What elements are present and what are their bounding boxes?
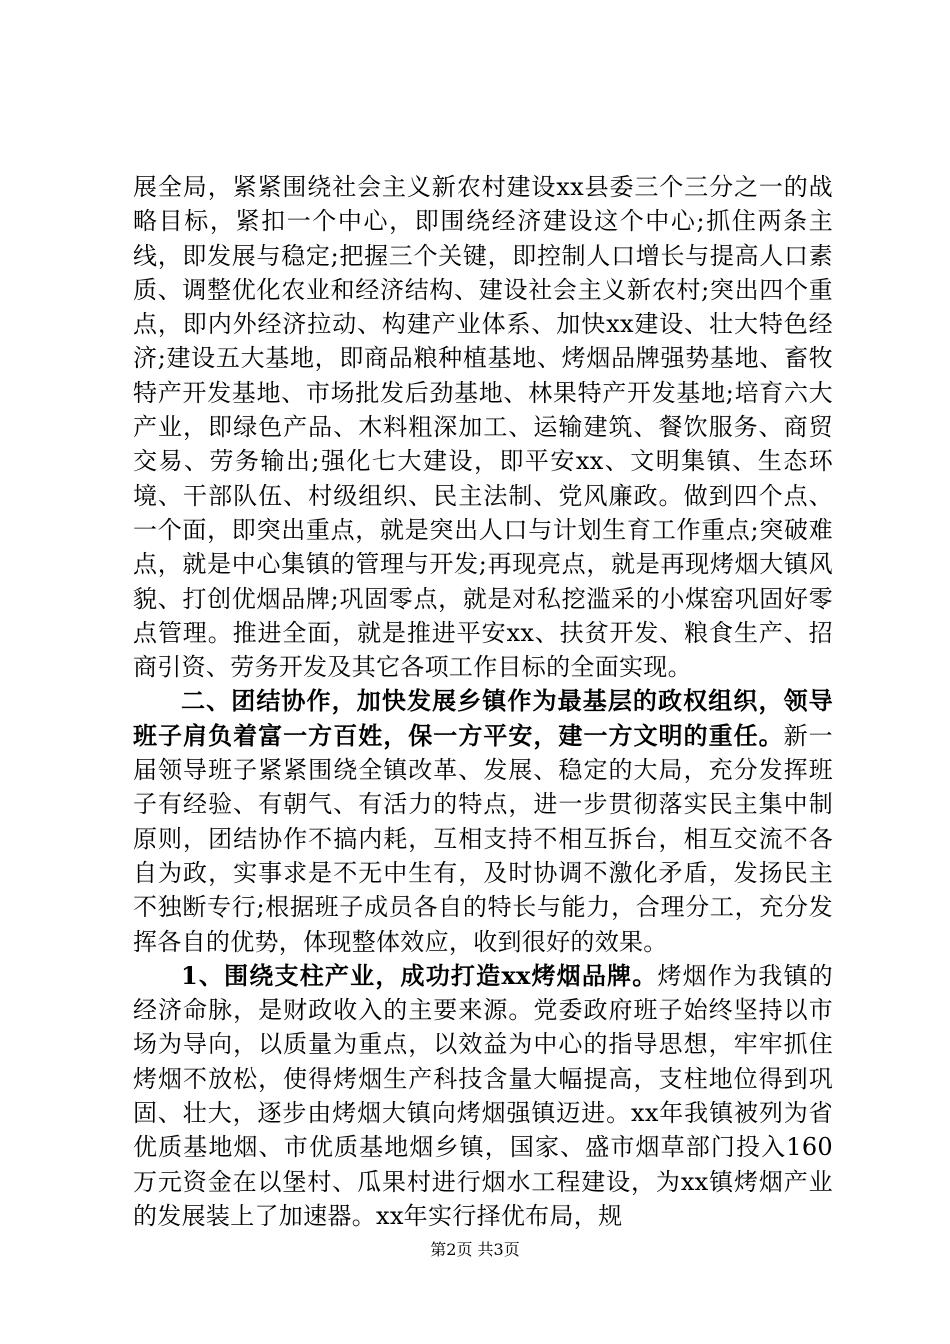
paragraph-text: 新一届领导班子紧紧围绕全镇改革、发展、稳定的大局，充分发挥班子有经验、有朝气、有活力的特点，进一步贯彻落实民主集中制原则，团结协作不搞内耗，互相支持不相互拆台，相互交流不各自为政，实事求是不无中生有，及时协调不激化矛盾，发扬民主不独断专行;根据班子成员各自的特长与能力，合理分工，充分发挥各自的优势，体现整体效应，收到很好的效果。: [133, 721, 833, 956]
subsection-heading: 1、围绕支柱产业，成功打造xx烤烟品牌。: [181, 960, 658, 990]
paragraph-text: 展全局，紧紧围绕社会主义新农村建设xx县委三个三分之一的战略目标，紧扣一个中心，即围绕经济建设这个中心;抓住两条主线，即发展与稳定;把握三个关键，即控制人口增长与提高人口素质、调整优化农业和经济结构、建设社会主义新农村;突出四个重点，即内外经济拉动、构建产业体系、加快xx建设、壮大特色经济;建设五大基地，即商品粮种植基地、烤烟品牌强势基地、畜牧特产开发基地、市场批发后劲基地、林果特产开发基地;培育六大产业，即绿色产品、木料粗深加工、运输建筑、餐饮服务、商贸交易、劳务输出;强化七大建设，即平安xx、文明集镇、生态环境、干部队伍、村级组织、民主法制、党风廉政。做到四个点、一个面，即突出重点，就是突出人口与计划生育工作重点;突破难点，就是中心集镇的管理与开发;再现亮点，就是再现烤烟大镇风貌、打创优烟品牌;巩固零点，就是对私挖滥采的小煤窑巩固好零点管理。推进全面，就是推进平安xx、扶贫开发、粮食生产、招商引资、劳务开发及其它各项工作目标的全面实现。: [133, 173, 833, 682]
paragraph-continuation: [133, 170, 833, 684]
paragraph-section-two: [133, 684, 833, 958]
page-footer: [0, 1240, 950, 1260]
paragraph-subsection-one: [133, 959, 833, 1233]
section-heading: 二、团结协作，加快发展乡镇作为最基层的政权组织，领导班子肩负着富一方百姓，保一方平安，建一方文明的重任。: [133, 686, 833, 750]
document-body: [133, 170, 833, 1233]
paragraph-text: 烤烟作为我镇的经济命脉，是财政收入的主要来源。党委政府班子始终坚持以市场为导向，以质量为重点，以效益为中心的指导思想，牢牢抓住烤烟不放松，使得烤烟生产科技含量大幅提高，支柱地位得到巩固、壮大，逐步由烤烟大镇向烤烟强镇迈进。xx年我镇被列为省优质基地烟、市优质基地烟乡镇，国家、盛市烟草部门投入160万元资金在以堡村、瓜果村进行烟水工程建设，为xx镇烤烟产业的发展装上了加速器。xx年实行择优布局，规: [133, 961, 833, 1230]
page-number-label: 第2页 共3页: [430, 1240, 520, 1259]
